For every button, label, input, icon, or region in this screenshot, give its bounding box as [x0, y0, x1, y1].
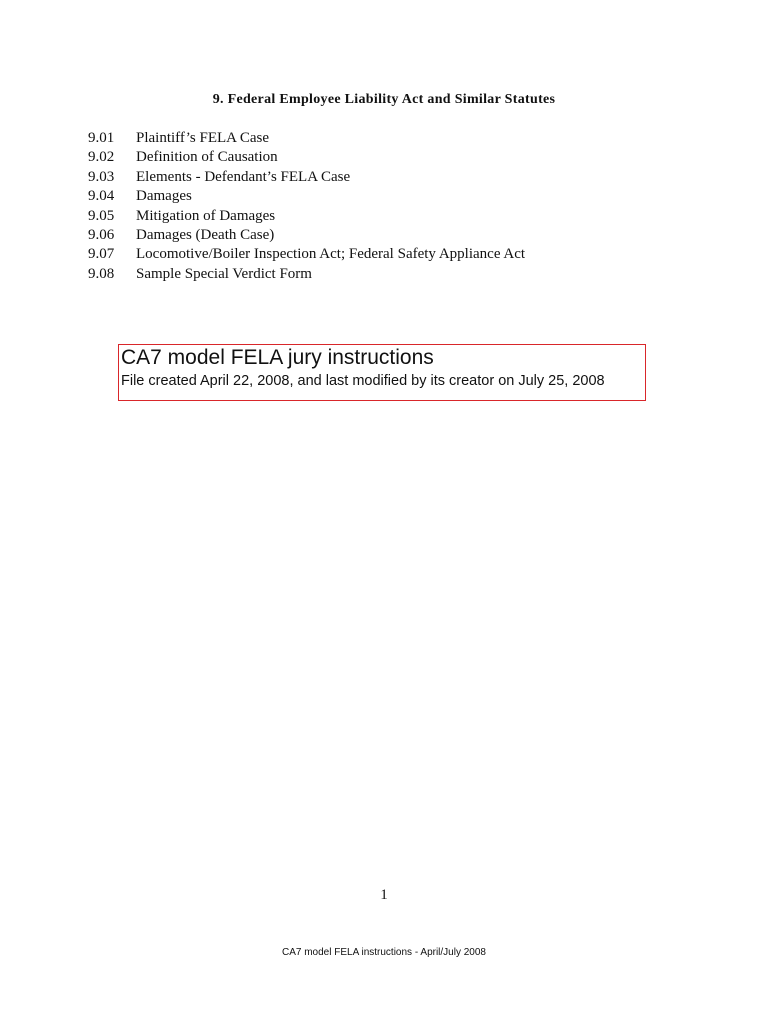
pdf-annotation-box[interactable] — [118, 344, 646, 401]
toc-item-title: Damages — [136, 188, 192, 205]
toc-item — [88, 168, 525, 187]
annotation-subtitle: File created April 22, 2008, and last modified by its creator on July 25, 2008 — [121, 373, 605, 389]
toc-item-title: Elements - Defendant’s FELA Case — [136, 168, 351, 185]
toc-item — [88, 245, 525, 264]
toc-item-number: 9.07 — [88, 246, 115, 263]
toc-item — [88, 148, 525, 167]
annotation-title: CA7 model FELA jury instructions — [121, 346, 434, 369]
toc-item — [88, 207, 525, 226]
toc-item — [88, 265, 525, 284]
toc-item-number: 9.08 — [88, 265, 115, 282]
toc-item-number: 9.05 — [88, 207, 115, 224]
toc-item-title: Definition of Causation — [136, 149, 278, 166]
table-of-contents — [88, 129, 525, 284]
toc-item-title: Plaintiff’s FELA Case — [136, 130, 270, 146]
toc-item-title: Sample Special Verdict Form — [136, 265, 312, 282]
toc-item-title: Locomotive/Boiler Inspection Act; Federal Safety Appliance Act — [136, 246, 526, 263]
section-heading: 9. Federal Employee Liability Act and Similar Statutes — [212, 92, 556, 107]
toc-item-number: 9.04 — [88, 188, 115, 205]
toc-item-number: 9.03 — [88, 168, 115, 185]
toc-item-number: 9.01 — [88, 130, 115, 146]
page-footer: CA7 model FELA instructions - April/July 2008 — [282, 947, 486, 958]
toc-item-title: Damages (Death Case) — [136, 226, 275, 243]
toc-item-number: 9.02 — [88, 149, 115, 166]
page-number: 1 — [380, 887, 388, 903]
toc-item-number: 9.06 — [88, 226, 115, 243]
toc-item — [88, 226, 525, 245]
toc-item — [88, 187, 525, 206]
toc-item-title: Mitigation of Damages — [136, 207, 276, 224]
toc-item — [88, 129, 525, 148]
